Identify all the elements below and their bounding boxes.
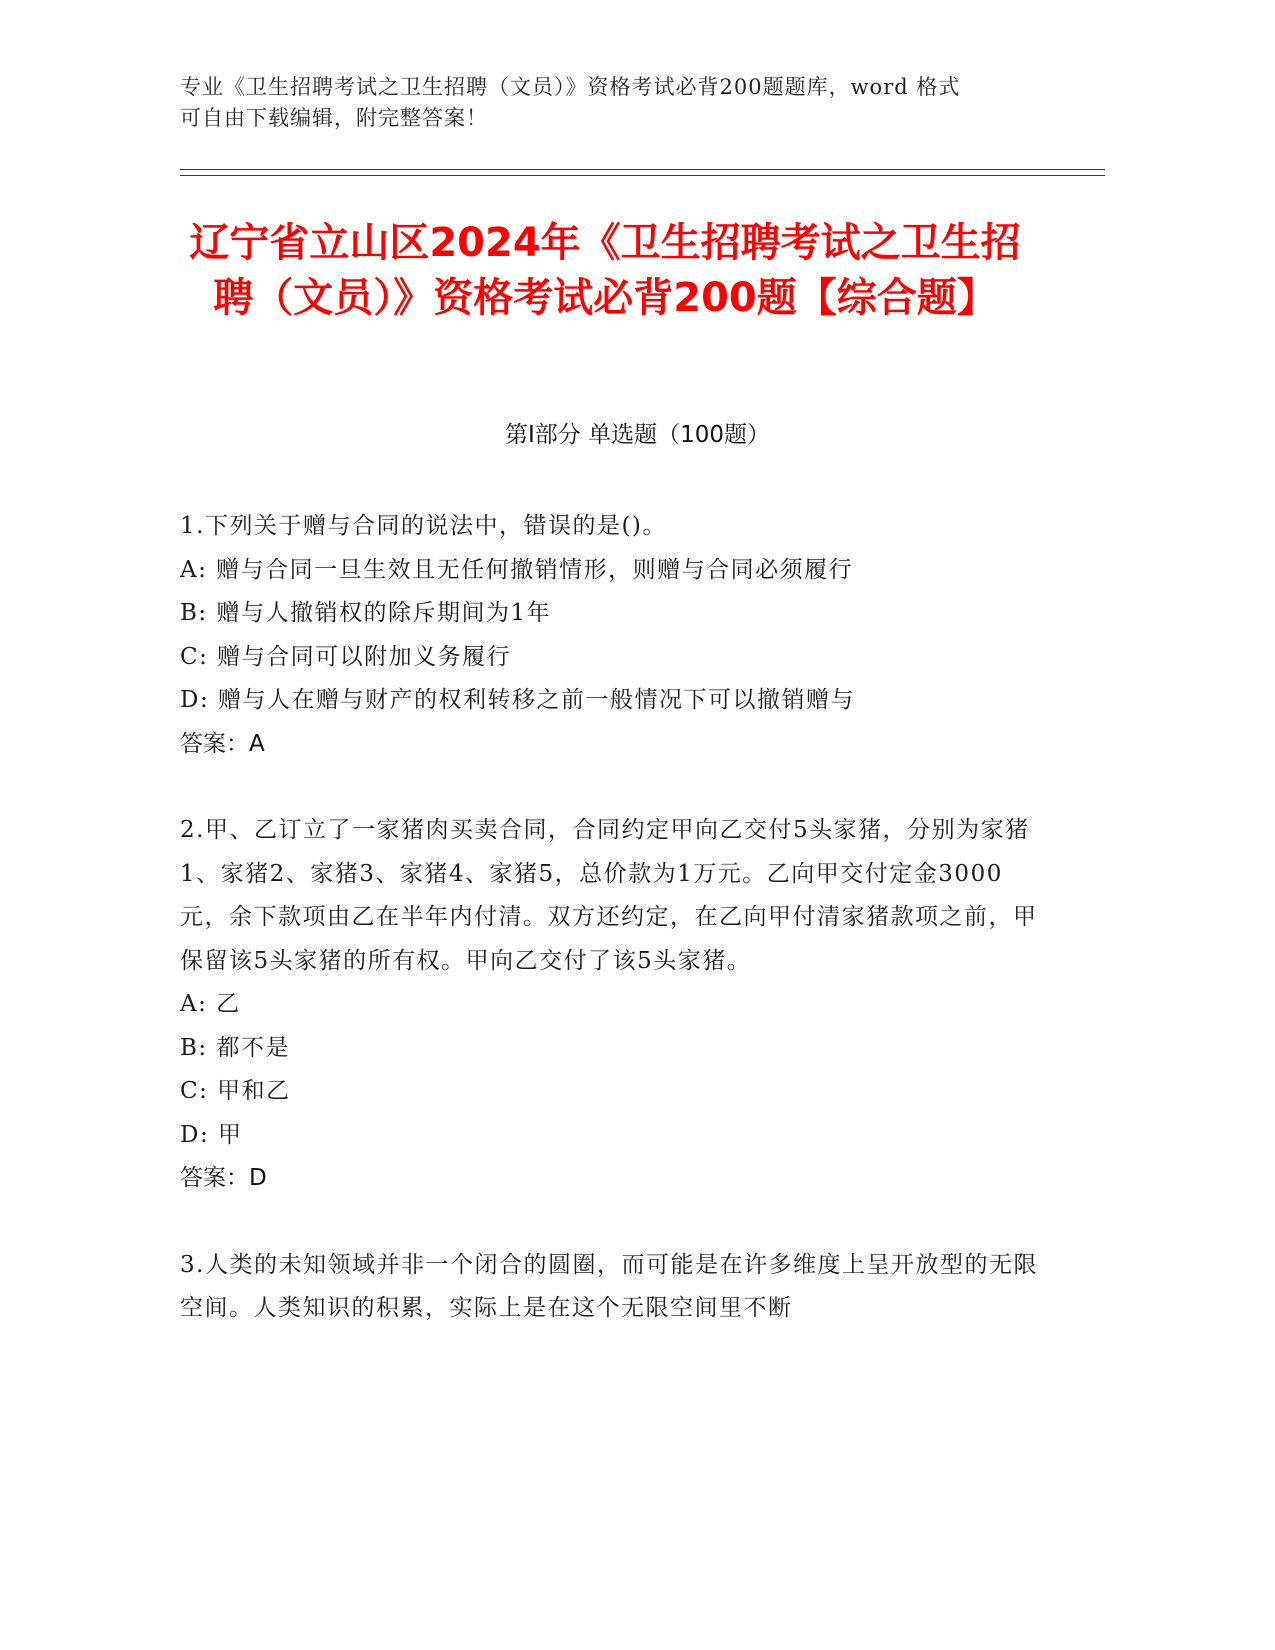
question-option-b: B: 赠与人撤销权的除斥期间为1年 — [180, 600, 552, 626]
question-answer: 答案：A — [180, 730, 265, 757]
question-option-c: C: 赠与合同可以附加义务履行 — [180, 643, 512, 670]
question-stem: 1.下列关于赠与合同的说法中，错误的是()。 — [180, 513, 667, 539]
document-title: 辽宁省立山区2024年《卫生招聘考试之卫生招聘（文员）》资格考试必背200题【综合题】 — [189, 220, 1021, 321]
header-note — [180, 72, 1030, 134]
question-option-a: A: 赠与合同一旦生效且无任何撤销情形，则赠与合同必须履行 — [180, 556, 854, 583]
question-answer: 答案：D — [180, 1165, 267, 1191]
question-stem: 3.人类的未知领域并非一个闭合的圆圈，而可能是在许多维度上呈开放型的无限空间。人类知识的积累，实际上是在这个无限空间里不断 — [180, 1251, 1038, 1321]
question-item — [180, 505, 1040, 766]
header-divider-bottom — [180, 175, 1105, 176]
question-option-b: B: 都不是 — [180, 1034, 290, 1061]
header-note-line-1: 专业《卫生招聘考试之卫生招聘（文员）》资格考试必背200题题库，word 格式 — [180, 75, 961, 99]
question-option-a: A: 乙 — [180, 991, 241, 1017]
question-option-c: C: 甲和乙 — [180, 1078, 291, 1104]
question-option-d: D: 甲 — [180, 1121, 243, 1148]
question-option-d: D: 赠与人在赠与财产的权利转移之前一般情况下可以撤销赠与 — [180, 687, 856, 713]
question-item — [180, 1244, 1040, 1331]
header-note-line-2: 可自由下载编辑，附完整答案！ — [180, 106, 488, 130]
section-heading: 第Ⅰ部分 单选题（100题） — [505, 422, 770, 448]
question-stem: 2.甲、乙订立了一家猪肉买卖合同，合同约定甲向乙交付5头家猪，分别为家猪1、家猪2、家猪3、家猪4、家猪5，总价款为1万元。乙向甲交付定金3000元，余下款项由乙在半年内付清。双方还约定，在乙向甲付清家猪款项之前，甲保留该5头家猪的所有权。甲向乙交付了该5头家猪。 — [180, 817, 1038, 974]
header-divider-top — [180, 169, 1105, 170]
question-list — [180, 505, 1040, 1374]
question-item — [180, 809, 1040, 1201]
